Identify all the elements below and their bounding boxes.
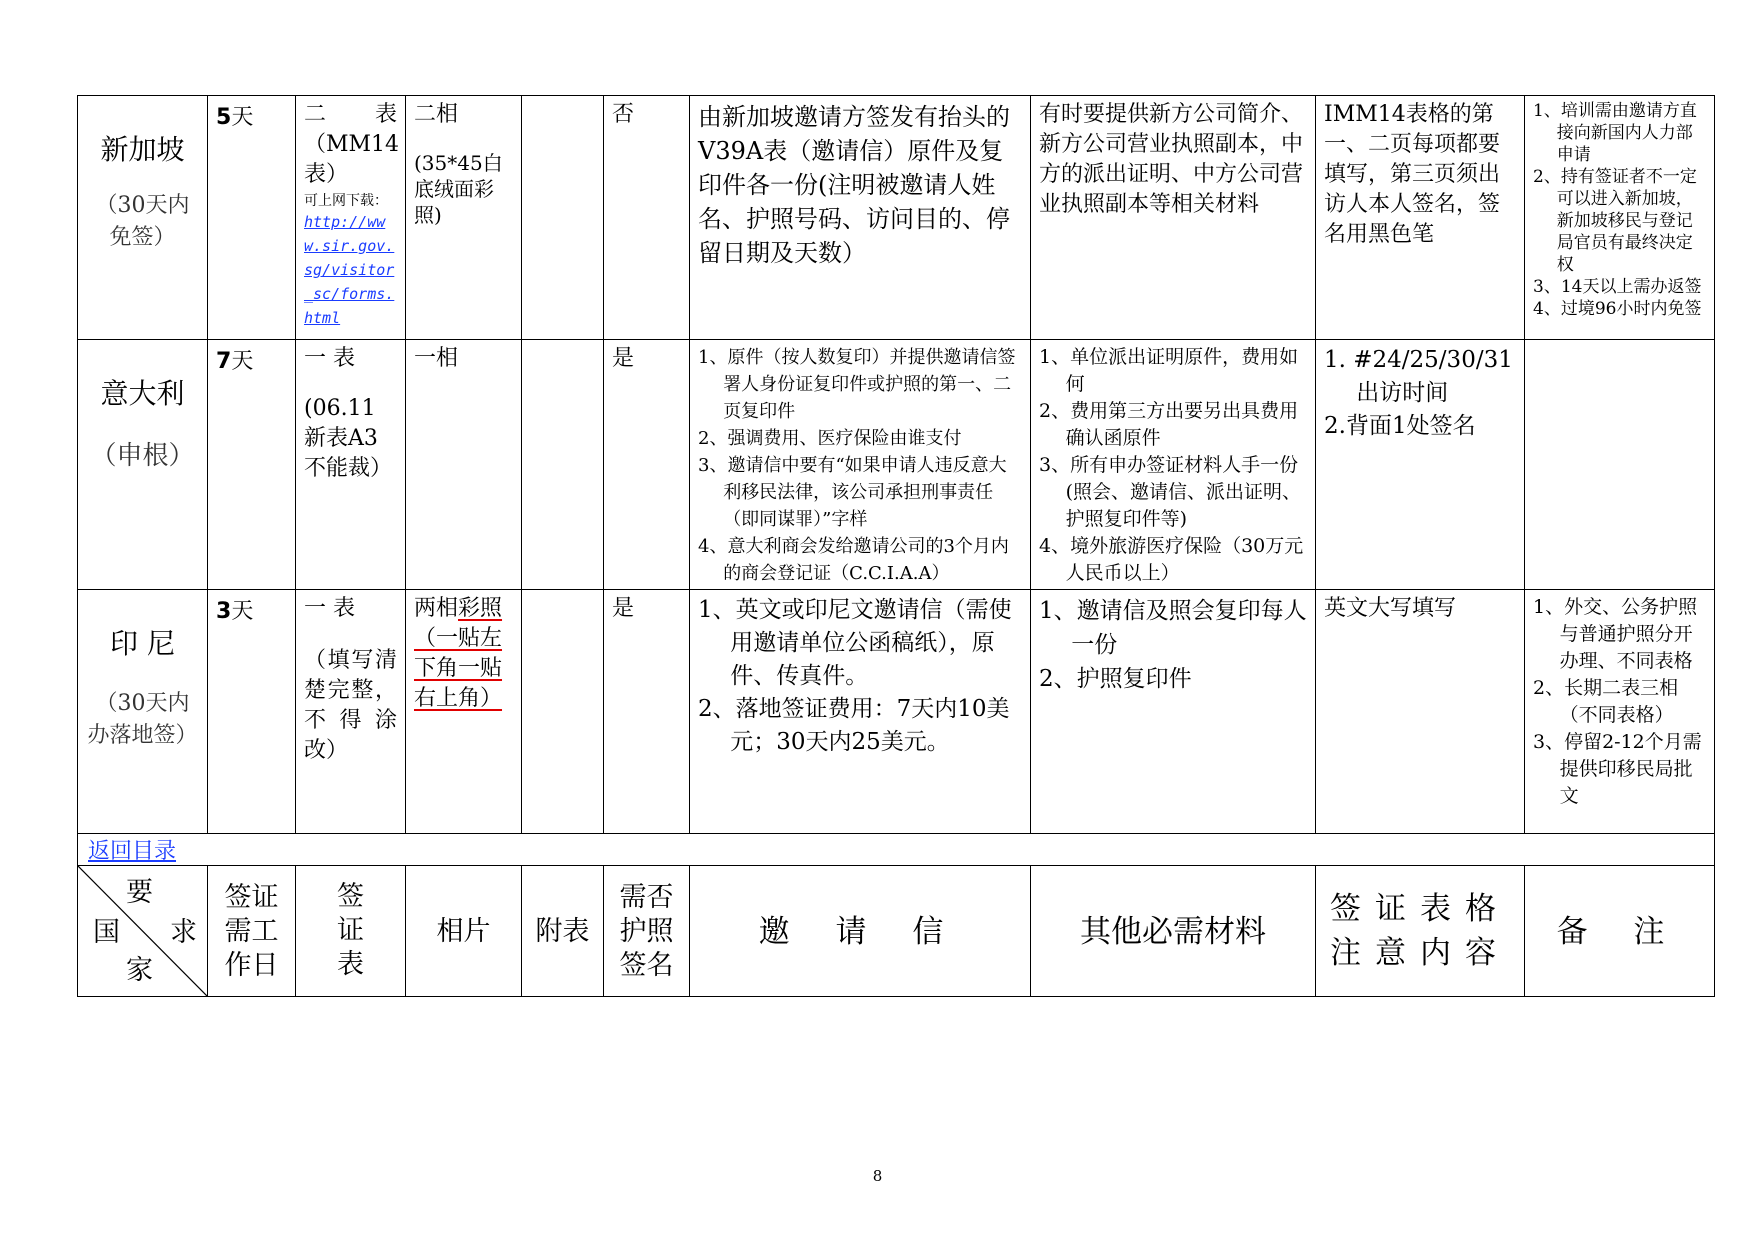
table-row-indonesia xyxy=(78,590,1715,834)
form-notes-cell: 英文大写填写 xyxy=(1316,590,1525,834)
form-note: （填写清楚完整，不得涂改） xyxy=(304,648,397,763)
corner-req: 要 xyxy=(126,877,153,908)
photo-cell xyxy=(406,590,522,834)
form-notes-cell xyxy=(1316,340,1525,590)
invitation-cell xyxy=(690,590,1031,834)
country-name: 印 尼 xyxy=(110,627,175,660)
form-cell xyxy=(296,590,406,834)
photo-note: 彩照（一贴左下角一贴右上角） xyxy=(414,596,503,711)
corner-guo: 国 xyxy=(93,917,120,948)
invitation-cell xyxy=(690,340,1031,590)
header-days: 签证需工作日 xyxy=(208,866,296,997)
corner-jia: 家 xyxy=(126,955,153,986)
days-unit: 天 xyxy=(231,349,254,374)
form-text: 二表（MM14表） xyxy=(304,102,400,187)
remarks-cell xyxy=(1525,590,1715,834)
sign-cell: 是 xyxy=(604,340,690,590)
form-cell xyxy=(296,340,406,590)
page-number: 8 xyxy=(872,1167,883,1185)
visa-requirements-table xyxy=(77,95,1715,997)
form-text: 一 表 xyxy=(304,596,355,621)
header-form-notes: 签证表格注意内容 xyxy=(1316,866,1525,997)
country-cell xyxy=(78,590,208,834)
back-link-row xyxy=(78,834,1715,866)
country-note: （30天内办落地签） xyxy=(87,691,198,748)
remark-item: 1、外交、公务护照与普通护照分开办理、不同表格 xyxy=(1533,596,1698,672)
other-item: 2、费用第三方出要另出具费用确认函原件 xyxy=(1039,400,1299,449)
photo-cell: 一相 xyxy=(406,340,522,590)
invitation-item: 2、强调费用、医疗保险由谁支付 xyxy=(698,428,962,449)
invitation-item: 3、邀请信中要有“如果申请人违反意大利移民法律，该公司承担刑事责任（即同谋罪）”字样 xyxy=(698,455,1007,530)
other-materials-cell: 有时要提供新方公司简介、新方公司营业执照副本，中方的派出证明、中方公司营业执照副本等相关材料 xyxy=(1031,96,1316,340)
invitation-item: 4、意大利商会发给邀请公司的3个月内的商会登记证（C.C.I.A.A） xyxy=(698,536,1009,584)
invitation-item: 1、原件（按人数复印）并提供邀请信签署人身份证复印件或护照的第一、二页复印件 xyxy=(698,347,1016,422)
country-cell xyxy=(78,96,208,340)
attach-cell xyxy=(522,96,604,340)
table-row-singapore xyxy=(78,96,1715,340)
other-item: 3、所有申办签证材料人手一份(照会、邀请信、派出证明、护照复印件等) xyxy=(1039,454,1302,530)
photo-note: (35*45白底绒面彩照) xyxy=(414,151,503,227)
form-download-link[interactable]: http://www.sir.gov.sg/visitor_sc/forms.html xyxy=(304,213,395,327)
sign-cell: 否 xyxy=(604,96,690,340)
corner-header-cell xyxy=(78,866,208,997)
invitation-item: 2、落地签证费用：7天内10美元；30天内25美元。 xyxy=(698,696,1010,755)
remark-item: 4、过境96小时内免签 xyxy=(1533,299,1702,319)
country-name: 意大利 xyxy=(100,377,185,410)
photo-text: 二相 xyxy=(414,102,459,127)
remark-item: 2、长期二表三相（不同表格） xyxy=(1533,677,1679,726)
form-note: (06.11新表A3不能裁） xyxy=(304,396,393,481)
remark-item: 3、停留2-12个月需提供印移民局批文 xyxy=(1533,731,1702,807)
country-note: （30天内免签） xyxy=(95,193,190,250)
country-name: 新加坡 xyxy=(100,133,185,166)
sign-cell: 是 xyxy=(604,590,690,834)
remark-item: 1、培训需由邀请方直接向新国内人力部申请 xyxy=(1533,101,1697,165)
other-item: 4、境外旅游医疗保险（30万元人民币以上） xyxy=(1039,535,1304,584)
form-note: 可上网下载： xyxy=(304,193,388,209)
photo-count: 两相 xyxy=(414,596,459,621)
form-note-item: 1. #24/25/30/31出访时间 xyxy=(1324,347,1513,406)
days-cell xyxy=(208,340,296,590)
header-invitation: 邀 请 信 xyxy=(690,866,1031,997)
other-materials-cell xyxy=(1031,590,1316,834)
form-note-item: 2.背面1处签名 xyxy=(1324,413,1476,439)
days-unit: 天 xyxy=(231,105,254,130)
back-link-cell xyxy=(78,834,1715,866)
invitation-cell: 由新加坡邀请方签发有抬头的V39A表（邀请信）原件及复印件各一份(注明被邀请人姓名、护照号码、访问目的、停留日期及天数） xyxy=(690,96,1031,340)
other-item: 2、护照复印件 xyxy=(1039,666,1192,692)
days-number: 7 xyxy=(216,349,232,374)
invitation-item: 1、英文或印尼文邀请信（需使用邀请单位公函稿纸），原件、传真件。 xyxy=(698,597,1012,689)
form-cell xyxy=(296,96,406,340)
table-row-italy xyxy=(78,340,1715,590)
days-cell xyxy=(208,96,296,340)
days-unit: 天 xyxy=(231,599,254,624)
header-form: 签证表 xyxy=(296,866,406,997)
header-remarks: 备 注 xyxy=(1525,866,1715,997)
header-other: 其他必需材料 xyxy=(1031,866,1316,997)
form-text: 一 表 xyxy=(304,346,355,371)
country-note: （申根） xyxy=(90,441,195,471)
other-materials-cell xyxy=(1031,340,1316,590)
country-cell xyxy=(78,340,208,590)
days-number: 5 xyxy=(216,105,232,130)
remarks-cell xyxy=(1525,340,1715,590)
days-number: 3 xyxy=(216,599,232,624)
back-to-contents-link[interactable]: 返回目录 xyxy=(88,839,177,864)
header-sign: 需否护照签名 xyxy=(604,866,690,997)
attach-cell xyxy=(522,590,604,834)
remark-item: 3、14天以上需办返签 xyxy=(1533,277,1702,297)
attach-cell xyxy=(522,340,604,590)
days-cell xyxy=(208,590,296,834)
header-attach: 附表 xyxy=(522,866,604,997)
photo-cell xyxy=(406,96,522,340)
remark-item: 2、持有签证者不一定可以进入新加坡，新加坡移民与登记局官员有最终决定权 xyxy=(1533,167,1697,275)
other-item: 1、单位派出证明原件，费用如何 xyxy=(1039,346,1299,395)
header-photo: 相片 xyxy=(406,866,522,997)
corner-ask: 求 xyxy=(170,917,197,948)
other-item: 1、邀请信及照会复印每人一份 xyxy=(1039,598,1307,658)
remarks-cell xyxy=(1525,96,1715,340)
table-header-row xyxy=(78,866,1715,997)
form-notes-cell: IMM14表格的第一、二页每项都要填写，第三页须出访人本人签名，签名用黑色笔 xyxy=(1316,96,1525,340)
